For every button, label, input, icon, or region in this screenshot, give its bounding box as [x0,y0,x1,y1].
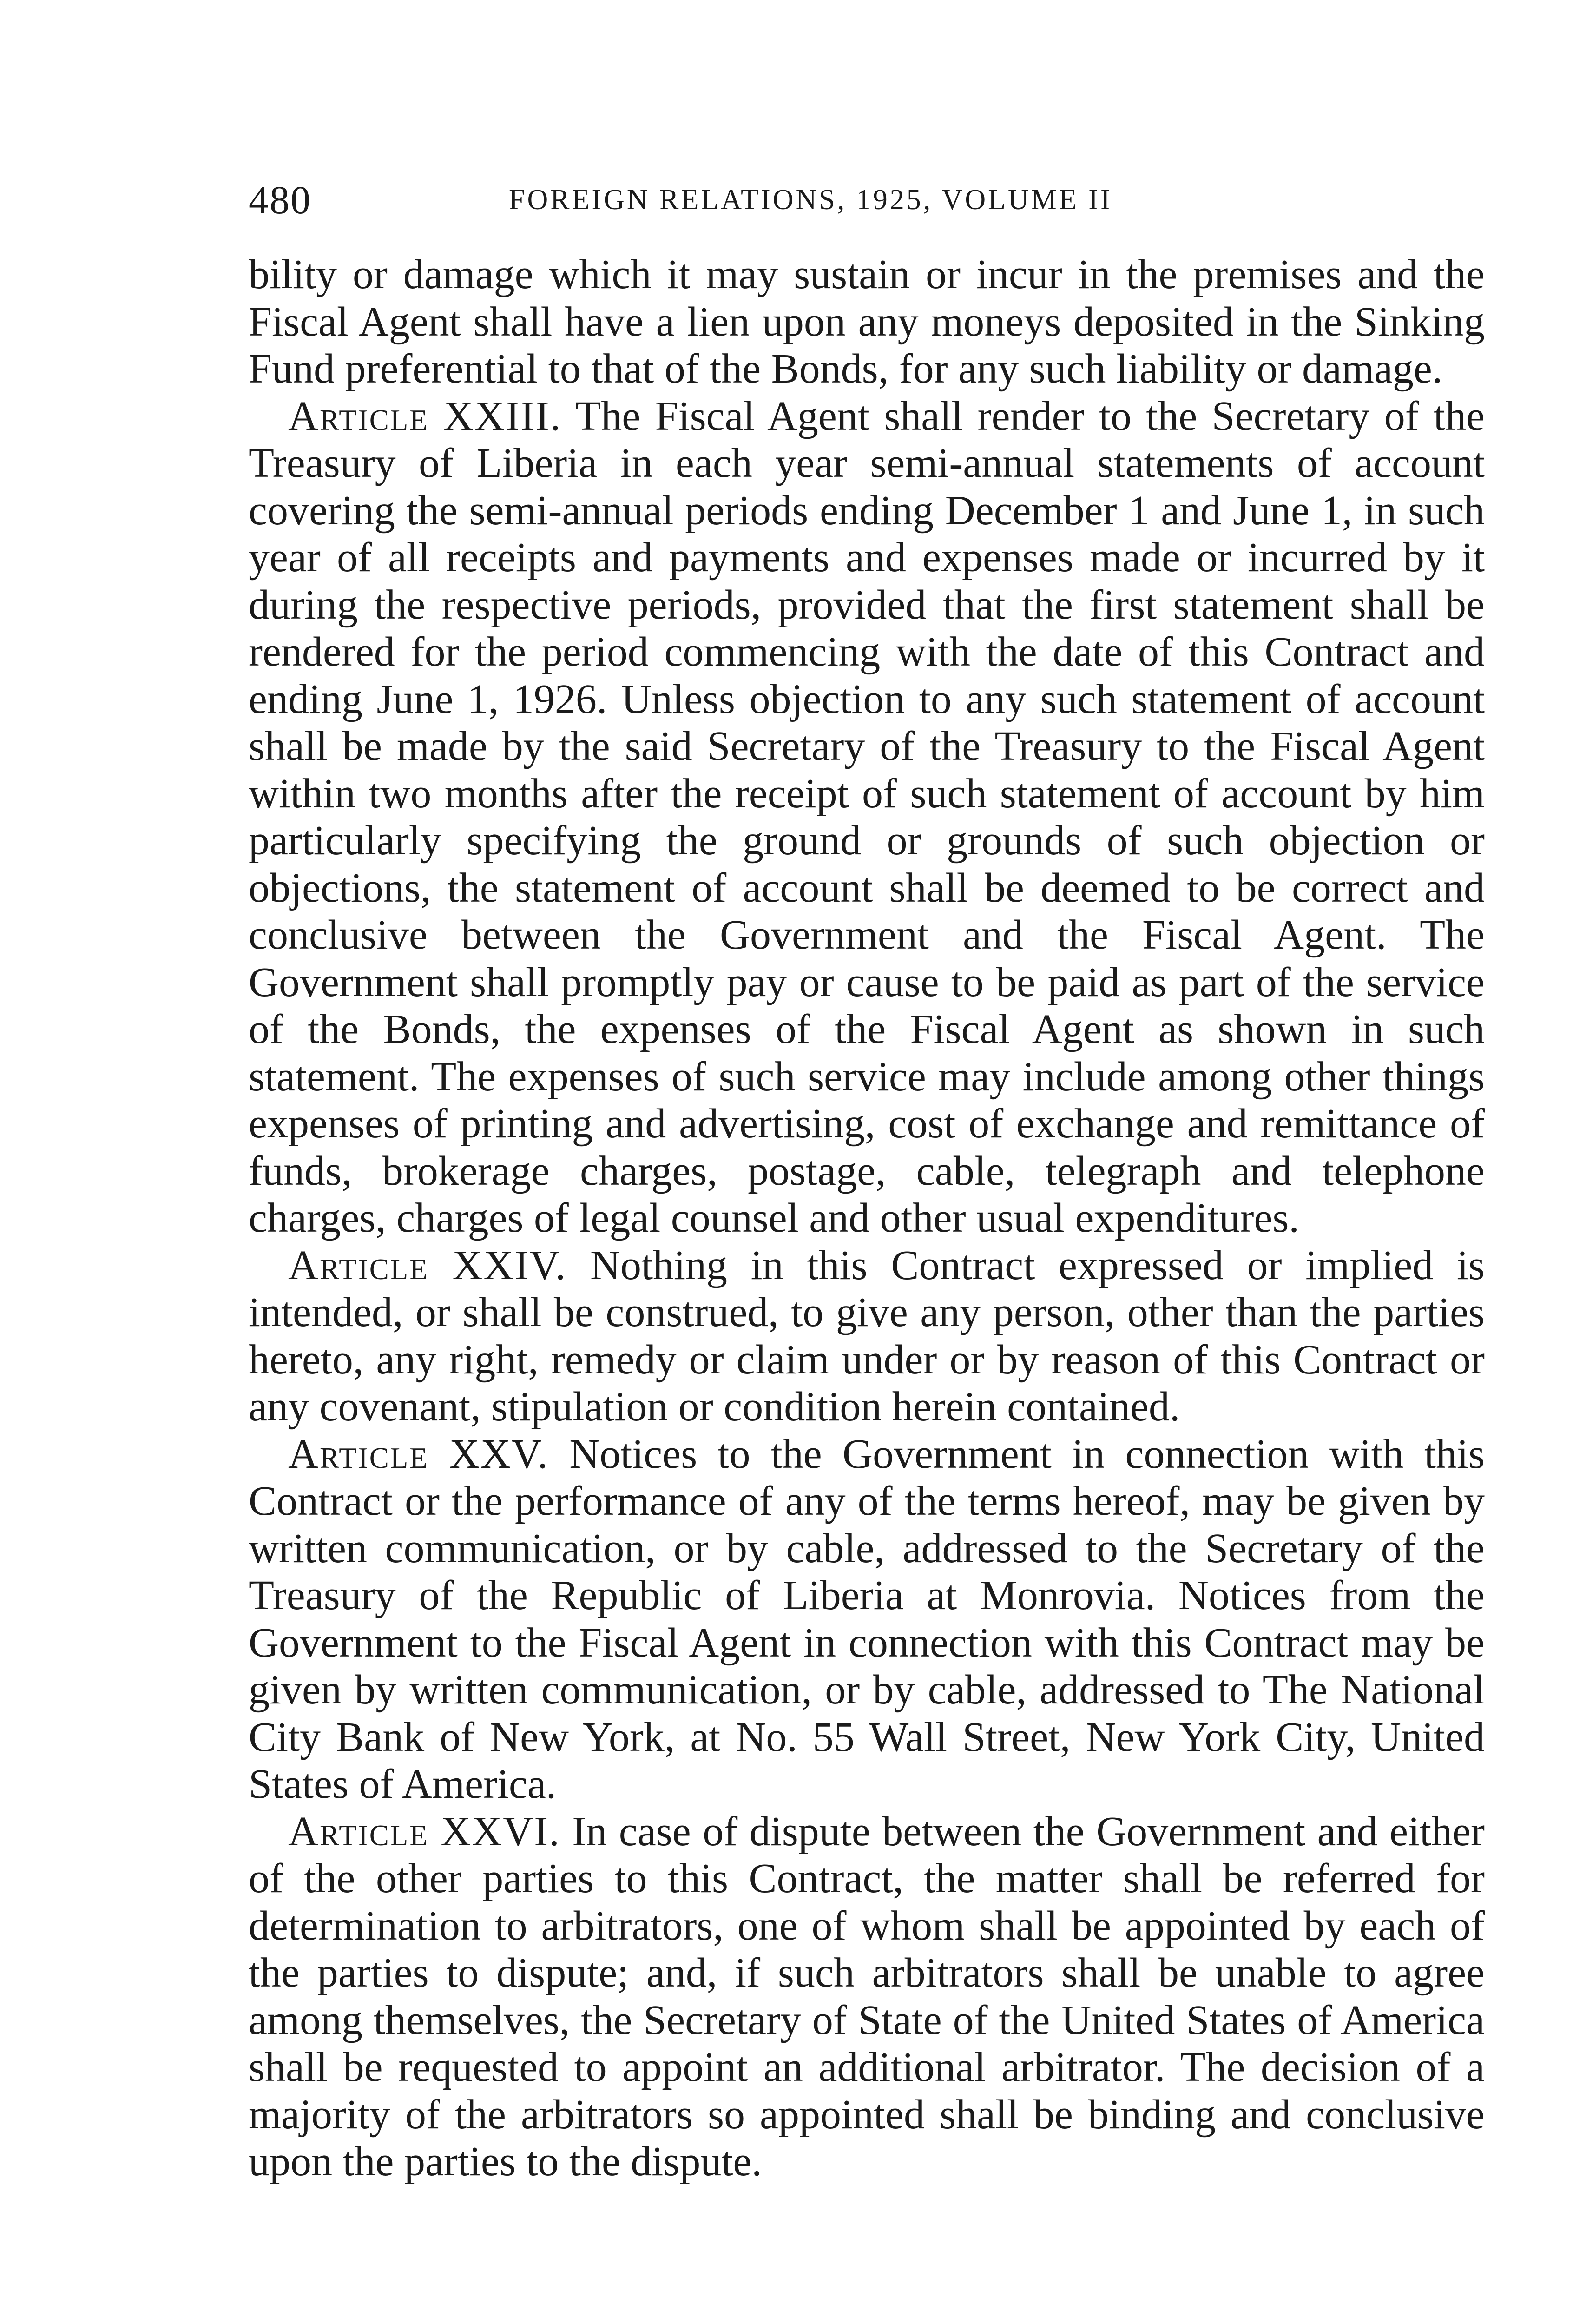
paragraph-article-xxvi [249,1808,1485,2185]
page-number: 480 [249,178,311,222]
running-header [249,172,1485,228]
article-number: XXVI. [441,1808,560,1855]
article-label: Article [288,393,429,439]
paragraph-text: bility or damage which it may sustain or incur in the premises and the Fiscal Agent shall have a lien upon any moneys deposited in the Sinking Fund preferential to that of the Bonds, for any such liability or damage. [249,251,1485,392]
article-number: XXIII. [443,393,562,439]
paragraph-article-xxv [249,1431,1485,1808]
paragraph-text: In case of dispute between the Government and either of the other parties to this Contract, the matter shall be referred for determination to arbitrators, one of whom shall be appointed by each of the parties to dispute; and, if such arbitrators shall be unable to agree among themselves, the Secretary of State of the United States of America shall be requested to appoint an additional arbitrator. The decision of a majority of the arbitrators so appointed shall be binding and conclusive upon the parties to the dispute. [249,1808,1485,2185]
article-label: Article [288,1808,429,1855]
paragraph-text: The Fiscal Agent shall render to the Secretary of the Treasury of Liberia in each year semi-annual statements of account covering the semi-annual periods ending December 1 and June 1, in such year of all receipts and payments and expenses made or incurred by it during the respective periods, provided that the first statement shall be rendered for the period commencing with the date of this Contract and ending June 1, 1926. Unless objection to any such statement of account shall be made by the said Secretary of the Treasury to the Fiscal Agent within two months after the receipt of such statement of account by him particularly specifying the ground or grounds of such objection or objections, the statement of account shall be deemed to be correct and conclusive between the Government and the Fiscal Agent. The Government shall promptly pay or cause to be paid as part of the service of the Bonds, the expenses of the Fiscal Agent as shown in such statement. The expenses of such service may include among other things expenses of printing and advertising, cost of exchange and remittance of funds, brokerage charges, postage, cable, telegraph and telephone charges, charges of legal counsel and other usual expenditures. [249,393,1485,1241]
paragraph-article-xxiv [249,1242,1485,1431]
paragraph-text: Nothing in this Contract expressed or implied is intended, or shall be construed, to give any person, other than the parties hereto, any right, remedy or claim under or by reason of this Contract or any covenant, stipulation or condition herein contained. [249,1242,1485,1430]
paragraph-article-xxiii [249,393,1485,1242]
paragraph-text: Notices to the Government in connection with this Contract or the performance of any of the terms hereof, may be given by written communication, or by cable, addressed to the Secretary of the Treasury of the Republic of Liberia at Monrovia. Notices from the Government to the Fiscal Agent in connection with this Contract may be given by written communication, or by cable, addressed to The National City Bank of New York, at No. 55 Wall Street, New York City, United States of America. [249,1431,1485,1807]
article-label: Article [288,1431,429,1477]
article-label: Article [288,1242,429,1288]
running-title: FOREIGN RELATIONS, 1925, VOLUME II [509,184,1112,216]
article-number: XXIV. [452,1242,567,1288]
paragraph-continuation [249,251,1485,393]
article-number: XXV. [449,1431,549,1477]
body-text [249,251,1485,2185]
